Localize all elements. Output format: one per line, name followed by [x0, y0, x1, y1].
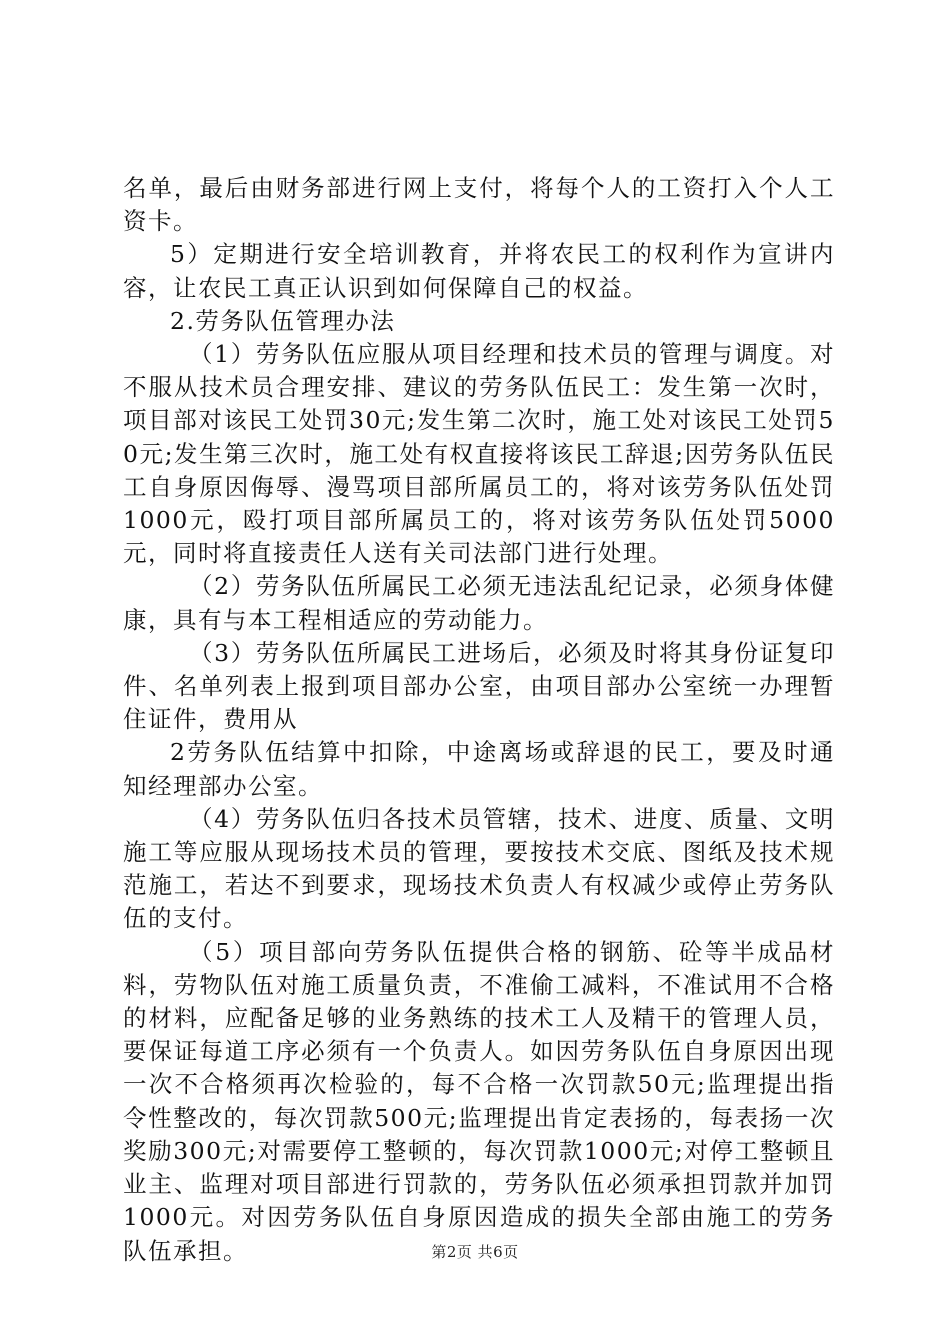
paragraph-item-3: （3）劳务队伍所属民工进场后，必须及时将其身份证复印件、名单列表上报到项目部办公室，由项目部办公室统一办理暂住证件，费用从: [123, 638, 835, 734]
section-heading-labor-management: 2.劳务队伍管理办法: [170, 306, 396, 335]
page-number-footer: 第2页 共6页: [431, 1243, 519, 1261]
document-body: [123, 172, 835, 1268]
paragraph-payroll-continuation: 名单，最后由财务部进行网上支付，将每个人的工资打入个人工资卡。: [123, 174, 835, 236]
paragraph-item-1: （1）劳务队伍应服从项目经理和技术员的管理与调度。对不服从技术员合理安排、建议的劳务队伍民工：发生第一次时，项目部对该民工处罚30元;发生第二次时，施工处对该民工处罚50元;发生第三次时，施工处有权直接将该民工辞退;因劳务队伍民工自身原因侮辱、漫骂项目部所属员工的，将对该劳务队伍处罚1000元，殴打项目部所属员工的，将对该劳务队伍处罚5000元，同时将直接责任人送有关司法部门进行处理。: [123, 340, 835, 568]
paragraph-item-4: （4）劳务队伍归各技术员管辖，技术、进度、质量、文明施工等应服从现场技术员的管理，要按技术交底、图纸及技术规范施工，若达不到要求，现场技术负责人有权减少或停止劳务队伍的支付。: [123, 804, 835, 933]
paragraph-item-5: （5）项目部向劳务队伍提供合格的钢筋、砼等半成品材料，劳物队伍对施工质量负责，不准偷工减料，不准试用不合格的材料，应配备足够的业务熟练的技术工人及精干的管理人员，要保证每道工序必须有一个负责人。如因劳务队伍自身原因出现一次不合格须再次检验的，每不合格一次罚款50元;监理提出指令性整改的，每次罚款500元;监理提出肯定表扬的，每表扬一次奖励300元;对需要停工整顿的，每次罚款1000元;对停工整顿且业主、监理对项目部进行罚款的，劳务队伍必须承担罚款并加罚1000元。对因劳务队伍自身原因造成的损失全部由施工的劳务队伍承担。: [123, 937, 835, 1265]
paragraph-item-3-continuation: 2劳务队伍结算中扣除，中途离场或辞退的民工，要及时通知经理部办公室。: [123, 738, 835, 800]
paragraph-item-2: （2）劳务队伍所属民工必须无违法乱纪记录，必须身体健康，具有与本工程相适应的劳动能力。: [123, 572, 835, 634]
paragraph-safety-training: 5）定期进行安全培训教育，并将农民工的权利作为宣讲内容，让农民工真正认识到如何保障自己的权益。: [123, 240, 835, 302]
